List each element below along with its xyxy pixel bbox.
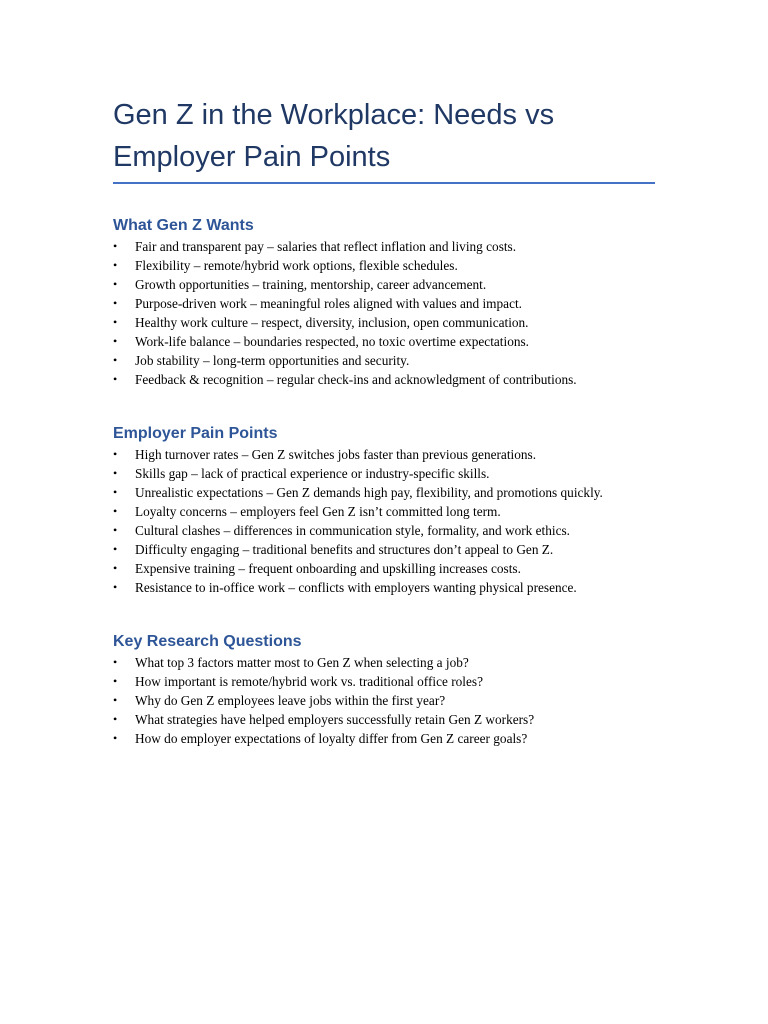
- list-item: [113, 691, 655, 710]
- bullet-icon: •: [113, 674, 118, 688]
- list-item-text: How do employer expectations of loyalty differ from Gen Z career goals?: [135, 731, 528, 746]
- document-title: [113, 94, 655, 178]
- list-item-text: What top 3 factors matter most to Gen Z when selecting a job?: [135, 655, 469, 670]
- section-key-research-questions: [113, 631, 655, 748]
- list-item: [113, 672, 655, 691]
- list-item: [113, 521, 655, 540]
- list-item: [113, 502, 655, 521]
- bullet-icon: •: [113, 353, 118, 367]
- bullet-icon: •: [113, 315, 118, 329]
- document-page: [113, 94, 655, 748]
- bullet-list: [113, 237, 655, 389]
- list-item-text: Work-life balance – boundaries respected, no toxic overtime expectations.: [135, 334, 529, 349]
- bullet-icon: •: [113, 712, 118, 726]
- list-item-text: High turnover rates – Gen Z switches jobs faster than previous generations.: [135, 447, 537, 462]
- list-item: [113, 483, 655, 502]
- bullet-icon: •: [113, 542, 118, 556]
- bullet-icon: •: [113, 561, 118, 575]
- list-item: [113, 578, 655, 597]
- list-item-text: Flexibility – remote/hybrid work options, flexible schedules.: [135, 258, 458, 273]
- section-what-gen-z-wants: [113, 215, 655, 389]
- bullet-icon: •: [113, 296, 118, 310]
- bullet-icon: •: [113, 447, 118, 461]
- bullet-icon: •: [113, 655, 118, 669]
- list-item-text: How important is remote/hybrid work vs. traditional office roles?: [135, 674, 483, 689]
- bullet-icon: •: [113, 504, 118, 518]
- list-item-text: What strategies have helped employers successfully retain Gen Z workers?: [135, 712, 535, 727]
- list-item: [113, 464, 655, 483]
- list-item: [113, 256, 655, 275]
- list-item-text: Difficulty engaging – traditional benefits and structures don’t appeal to Gen Z.: [135, 542, 554, 557]
- section-employer-pain-points: [113, 423, 655, 597]
- list-item-text: Resistance to in-office work – conflicts with employers wanting physical presence.: [135, 580, 577, 595]
- list-item-text: Fair and transparent pay – salaries that reflect inflation and living costs.: [135, 239, 517, 254]
- list-item-text: Loyalty concerns – employers feel Gen Z isn’t committed long term.: [135, 504, 501, 519]
- list-item: [113, 313, 655, 332]
- title-line-1: Gen Z in the Workplace: Needs vs: [113, 99, 555, 131]
- list-item: [113, 729, 655, 748]
- bullet-icon: •: [113, 693, 118, 707]
- list-item: [113, 294, 655, 313]
- title-underline: [113, 182, 655, 184]
- list-item: [113, 540, 655, 559]
- list-item-text: Unrealistic expectations – Gen Z demands high pay, flexibility, and promotions quickly.: [135, 485, 603, 500]
- bullet-icon: •: [113, 485, 118, 499]
- bullet-list: [113, 445, 655, 597]
- bullet-icon: •: [113, 334, 118, 348]
- bullet-icon: •: [113, 580, 118, 594]
- list-item-text: Purpose-driven work – meaningful roles aligned with values and impact.: [135, 296, 522, 311]
- list-item-text: Healthy work culture – respect, diversity, inclusion, open communication.: [135, 315, 529, 330]
- section-heading: What Gen Z Wants: [113, 217, 254, 234]
- list-item-text: Expensive training – frequent onboarding and upskilling increases costs.: [135, 561, 521, 576]
- section-heading: Key Research Questions: [113, 633, 302, 650]
- bullet-icon: •: [113, 258, 118, 272]
- bullet-icon: •: [113, 466, 118, 480]
- list-item-text: Skills gap – lack of practical experience or industry-specific skills.: [135, 466, 490, 481]
- title-line-2: Employer Pain Points: [113, 141, 391, 173]
- bullet-icon: •: [113, 372, 118, 386]
- list-item-text: Growth opportunities – training, mentorship, career advancement.: [135, 277, 487, 292]
- bullet-icon: •: [113, 523, 118, 537]
- list-item: [113, 445, 655, 464]
- list-item: [113, 351, 655, 370]
- list-item-text: Why do Gen Z employees leave jobs within the first year?: [135, 693, 446, 708]
- list-item: [113, 653, 655, 672]
- section-heading: Employer Pain Points: [113, 425, 278, 442]
- list-item-text: Job stability – long-term opportunities and security.: [135, 353, 410, 368]
- list-item: [113, 710, 655, 729]
- list-item: [113, 332, 655, 351]
- list-item: [113, 237, 655, 256]
- list-item-text: Cultural clashes – differences in communication style, formality, and work ethics.: [135, 523, 570, 538]
- list-item: [113, 370, 655, 389]
- bullet-icon: •: [113, 277, 118, 291]
- list-item: [113, 275, 655, 294]
- bullet-icon: •: [113, 239, 118, 253]
- list-item: [113, 559, 655, 578]
- list-item-text: Feedback & recognition – regular check-ins and acknowledgment of contributions.: [135, 372, 577, 387]
- bullet-list: [113, 653, 655, 748]
- bullet-icon: •: [113, 731, 118, 745]
